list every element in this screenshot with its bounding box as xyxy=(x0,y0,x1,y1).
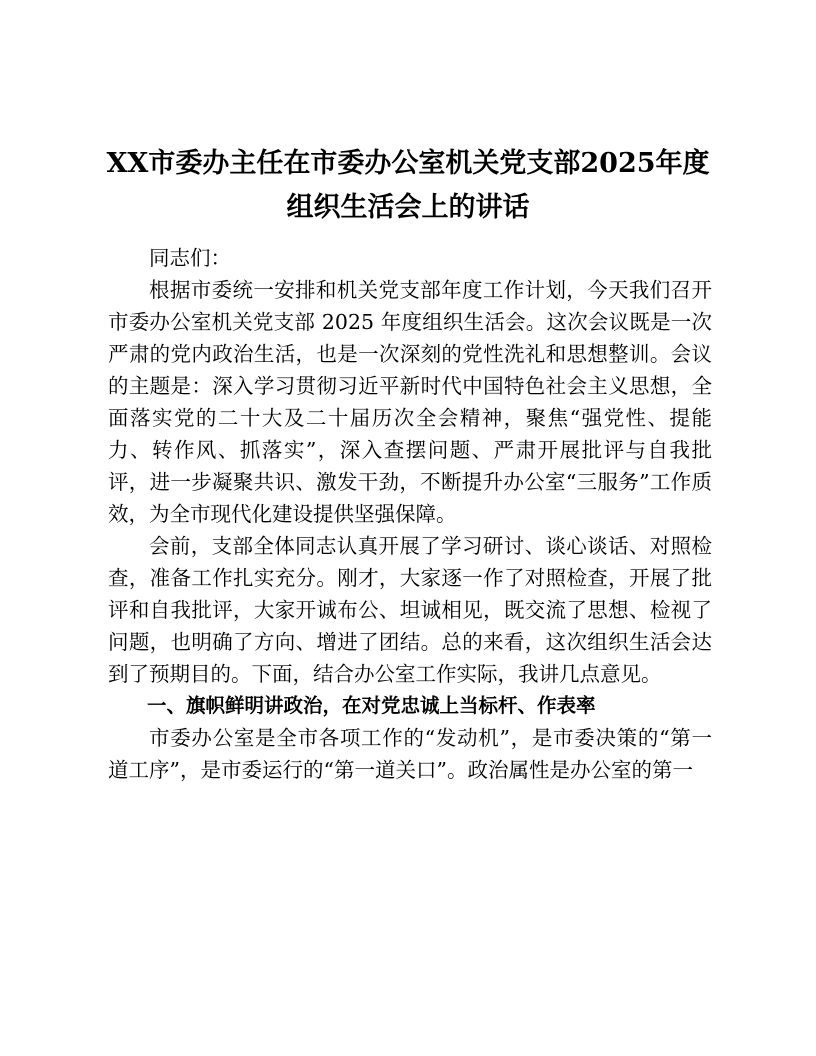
paragraph-intro: 根据市委统一安排和机关党支部年度工作计划，今天我们召开市委办公室机关党支部 2025 年度组织生活会。这次会议既是一次严肃的党内政治生活，也是一次深刻的党性洗礼和思想整训。会议的主题是：深入学习贯彻习近平新时代中国特色社会主义思想，全面落实党的二十大及二十届历次全会精神，聚焦“强党性、提能力、转作风、抓落实”，深入查摆问题、严肃开展批评与自我批评，进一步凝聚共识、激发干劲，不断提升办公室“三服务”工作质效，为全市现代化建设提供坚强保障。 xyxy=(108,278,712,526)
section-heading-1: 一、旗帜鲜明讲政治，在对党忠诚上当标杆、作表率 xyxy=(147,694,596,717)
greeting: 同志们： xyxy=(149,246,231,270)
paragraph-section-1: 市委办公室是全市各项工作的“发动机”，是市委决策的“第一道工序”，是市委运行的“第一道关口”。政治属性是办公室的第一 xyxy=(108,726,712,782)
document-title: XX市委办主任在市委办公室机关党支部2025年度组织生活会上的讲话 xyxy=(106,148,710,223)
paragraph-summary: 会前，支部全体同志认真开展了学习研讨、谈心谈话、对照检查，准备工作扎实充分。刚才，大家逐一作了对照检查，开展了批评和自我批评，大家开诚布公、坦诚相见，既交流了思想、检视了问题，也明确了方向、增进了团结。总的来看，这次组织生活会达到了预期目的。下面，结合办公室工作实际，我讲几点意见。 xyxy=(108,534,712,686)
document-body xyxy=(108,242,712,786)
